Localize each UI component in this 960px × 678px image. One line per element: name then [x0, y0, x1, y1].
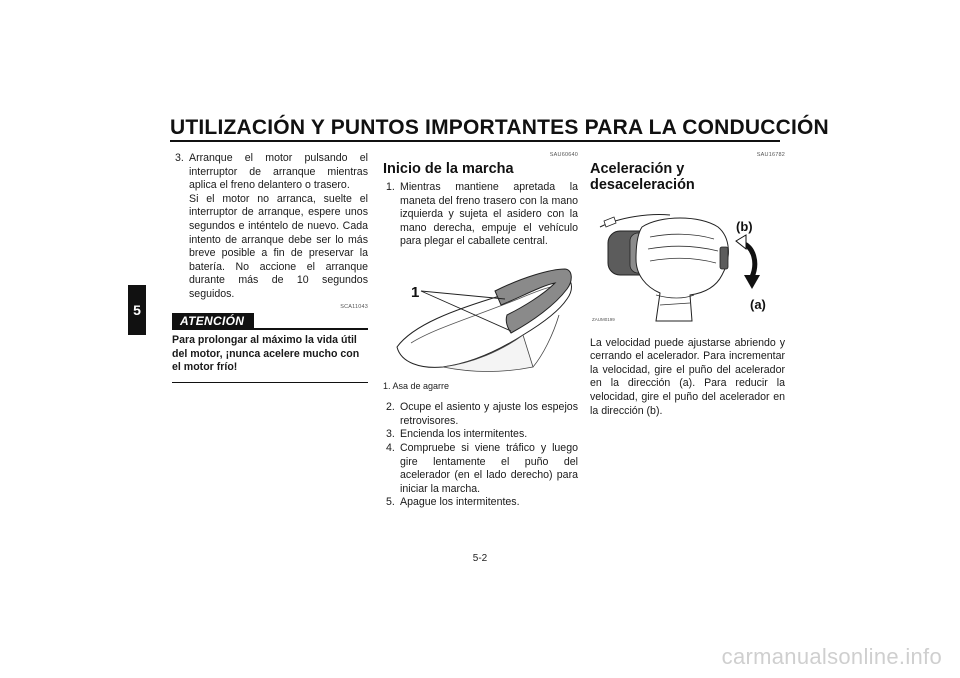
scooter-seat-illustration	[383, 255, 578, 375]
step-number: 5.	[386, 496, 395, 509]
step-number: 3.	[175, 152, 184, 164]
step-text: Encienda los intermitentes.	[400, 428, 528, 441]
step-number: 2.	[386, 401, 395, 414]
step-number: 1.	[386, 181, 395, 193]
header-rule	[170, 140, 780, 142]
page-number: 5-2	[472, 553, 488, 564]
section-title: Inicio de la marcha	[383, 161, 514, 177]
chapter-tab: 5	[128, 285, 146, 335]
reference-code: SCA11043	[340, 303, 368, 310]
step-3-note: Si el motor no arranca, suelte el interruptor de arranque, espere unos segundos e inténtelo de nuevo. Cada intento de arranque debe ser lo más breve posible a fin de preservar la batería. No accione el arranque durante más de 10 segundos seguidos.	[189, 192, 368, 300]
caution-box	[172, 313, 368, 384]
step-3	[383, 428, 578, 442]
seat-grab-bar-figure	[383, 255, 578, 393]
reference-code: SAU16782	[756, 152, 785, 158]
caution-header	[172, 313, 368, 331]
figure-code: ZAUM0199	[592, 317, 615, 322]
step-3	[172, 152, 368, 193]
direction-label-a: (a)	[750, 297, 766, 312]
body-text: La velocidad puede ajustarse abriendo y cerrando el acelerador. Para incrementar la velocidad, gire el puño del acelerador en la dirección (a). Para reducir la velocidad, gire el puño del acelerador en la dirección (b).	[590, 336, 785, 417]
step-1	[383, 181, 578, 249]
column-left	[172, 152, 368, 383]
caution-label: ATENCIÓN	[172, 313, 254, 331]
step-number: 3.	[386, 428, 395, 441]
figure-caption: 1. Asa de agarre	[383, 380, 450, 391]
column-right	[590, 152, 785, 418]
step-text: Ocupe el asiento y ajuste los espejos retrovisores.	[400, 401, 578, 427]
caution-bottom-rule	[172, 382, 368, 384]
step-4	[383, 442, 578, 496]
step-number: 4.	[386, 441, 395, 454]
caution-text: Para prolongar al máximo la vida útil del motor, ¡nunca acelere mucho con el motor frío!	[172, 334, 360, 374]
section-title: Aceleración y desaceleración	[590, 161, 695, 193]
throttle-figure	[590, 197, 785, 327]
step-text: Apague los intermitentes.	[400, 496, 520, 509]
throttle-hand-illustration	[590, 197, 785, 322]
step-text: Compruebe si viene tráfico y luego gire lentamente el puño del acelerador (en el lado derecho) para iniciar la marcha.	[400, 441, 578, 495]
step-2	[383, 401, 578, 428]
watermark: carmanualsonline.info	[721, 644, 942, 669]
column-middle	[383, 152, 578, 510]
step-text: Mientras mantiene apretada la maneta del freno trasero con la mano izquierda y sujeta el asidero con la mano derecha, empuje el vehículo para plegar el caballete central.	[400, 181, 578, 248]
caution-rule	[254, 328, 368, 330]
page-title: UTILIZACIÓN Y PUNTOS IMPORTANTES PARA LA CONDUCCIÓN	[170, 116, 829, 139]
step-5	[383, 496, 578, 510]
reference-code: SAU60640	[549, 152, 578, 158]
figure-callout: 1	[411, 283, 420, 301]
direction-label-b: (b)	[736, 219, 753, 234]
step-text: Arranque el motor pulsando el interruptor de arranque mientras aplica el freno delantero o trasero.	[189, 152, 368, 192]
